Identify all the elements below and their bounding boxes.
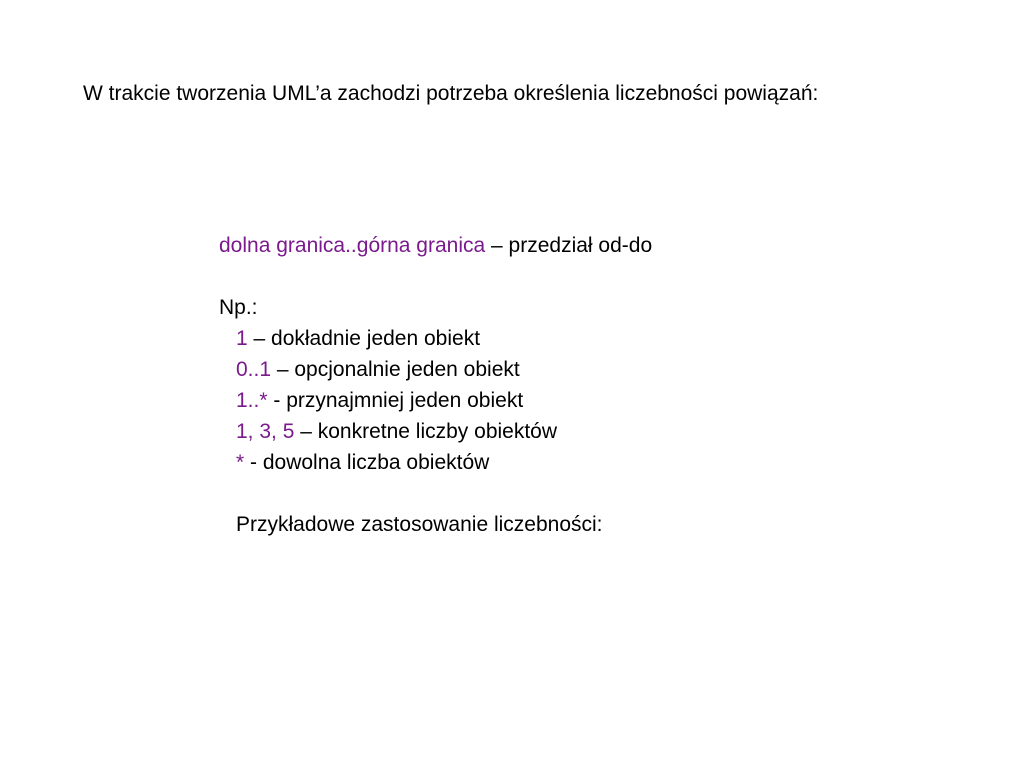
definition-description: – przedział od-do <box>485 234 653 257</box>
example-item <box>219 354 652 385</box>
slide-title: W trakcie tworzenia UML’a zachodzi potrzeba określenia liczebności powiązań: <box>83 82 819 105</box>
example-item <box>219 416 652 447</box>
example-item <box>219 447 652 478</box>
spacer <box>219 261 652 292</box>
spacer <box>219 478 652 509</box>
example-description: - przynajmniej jeden obiekt <box>267 389 524 412</box>
footer-text: Przykładowe zastosowanie liczebności: <box>236 513 603 536</box>
example-description: – opcjonalnie jeden obiekt <box>271 358 520 381</box>
example-value: * <box>236 451 245 474</box>
definition-term: dolna granica..górna granica <box>219 234 486 257</box>
example-value: 0..1 <box>236 358 272 381</box>
definition-line <box>219 230 652 261</box>
example-description: – dokładnie jeden obiekt <box>247 327 481 350</box>
example-value: 1..* <box>236 389 268 412</box>
slide-content <box>219 230 652 540</box>
example-value: 1 <box>236 327 248 350</box>
example-description: – konkretne liczby obiektów <box>294 420 558 443</box>
example-item <box>219 323 652 354</box>
example-description: - dowolna liczba obiektów <box>244 451 490 474</box>
examples-label: Np.: <box>219 296 258 319</box>
example-item <box>219 385 652 416</box>
example-value: 1, 3, 5 <box>236 420 295 443</box>
